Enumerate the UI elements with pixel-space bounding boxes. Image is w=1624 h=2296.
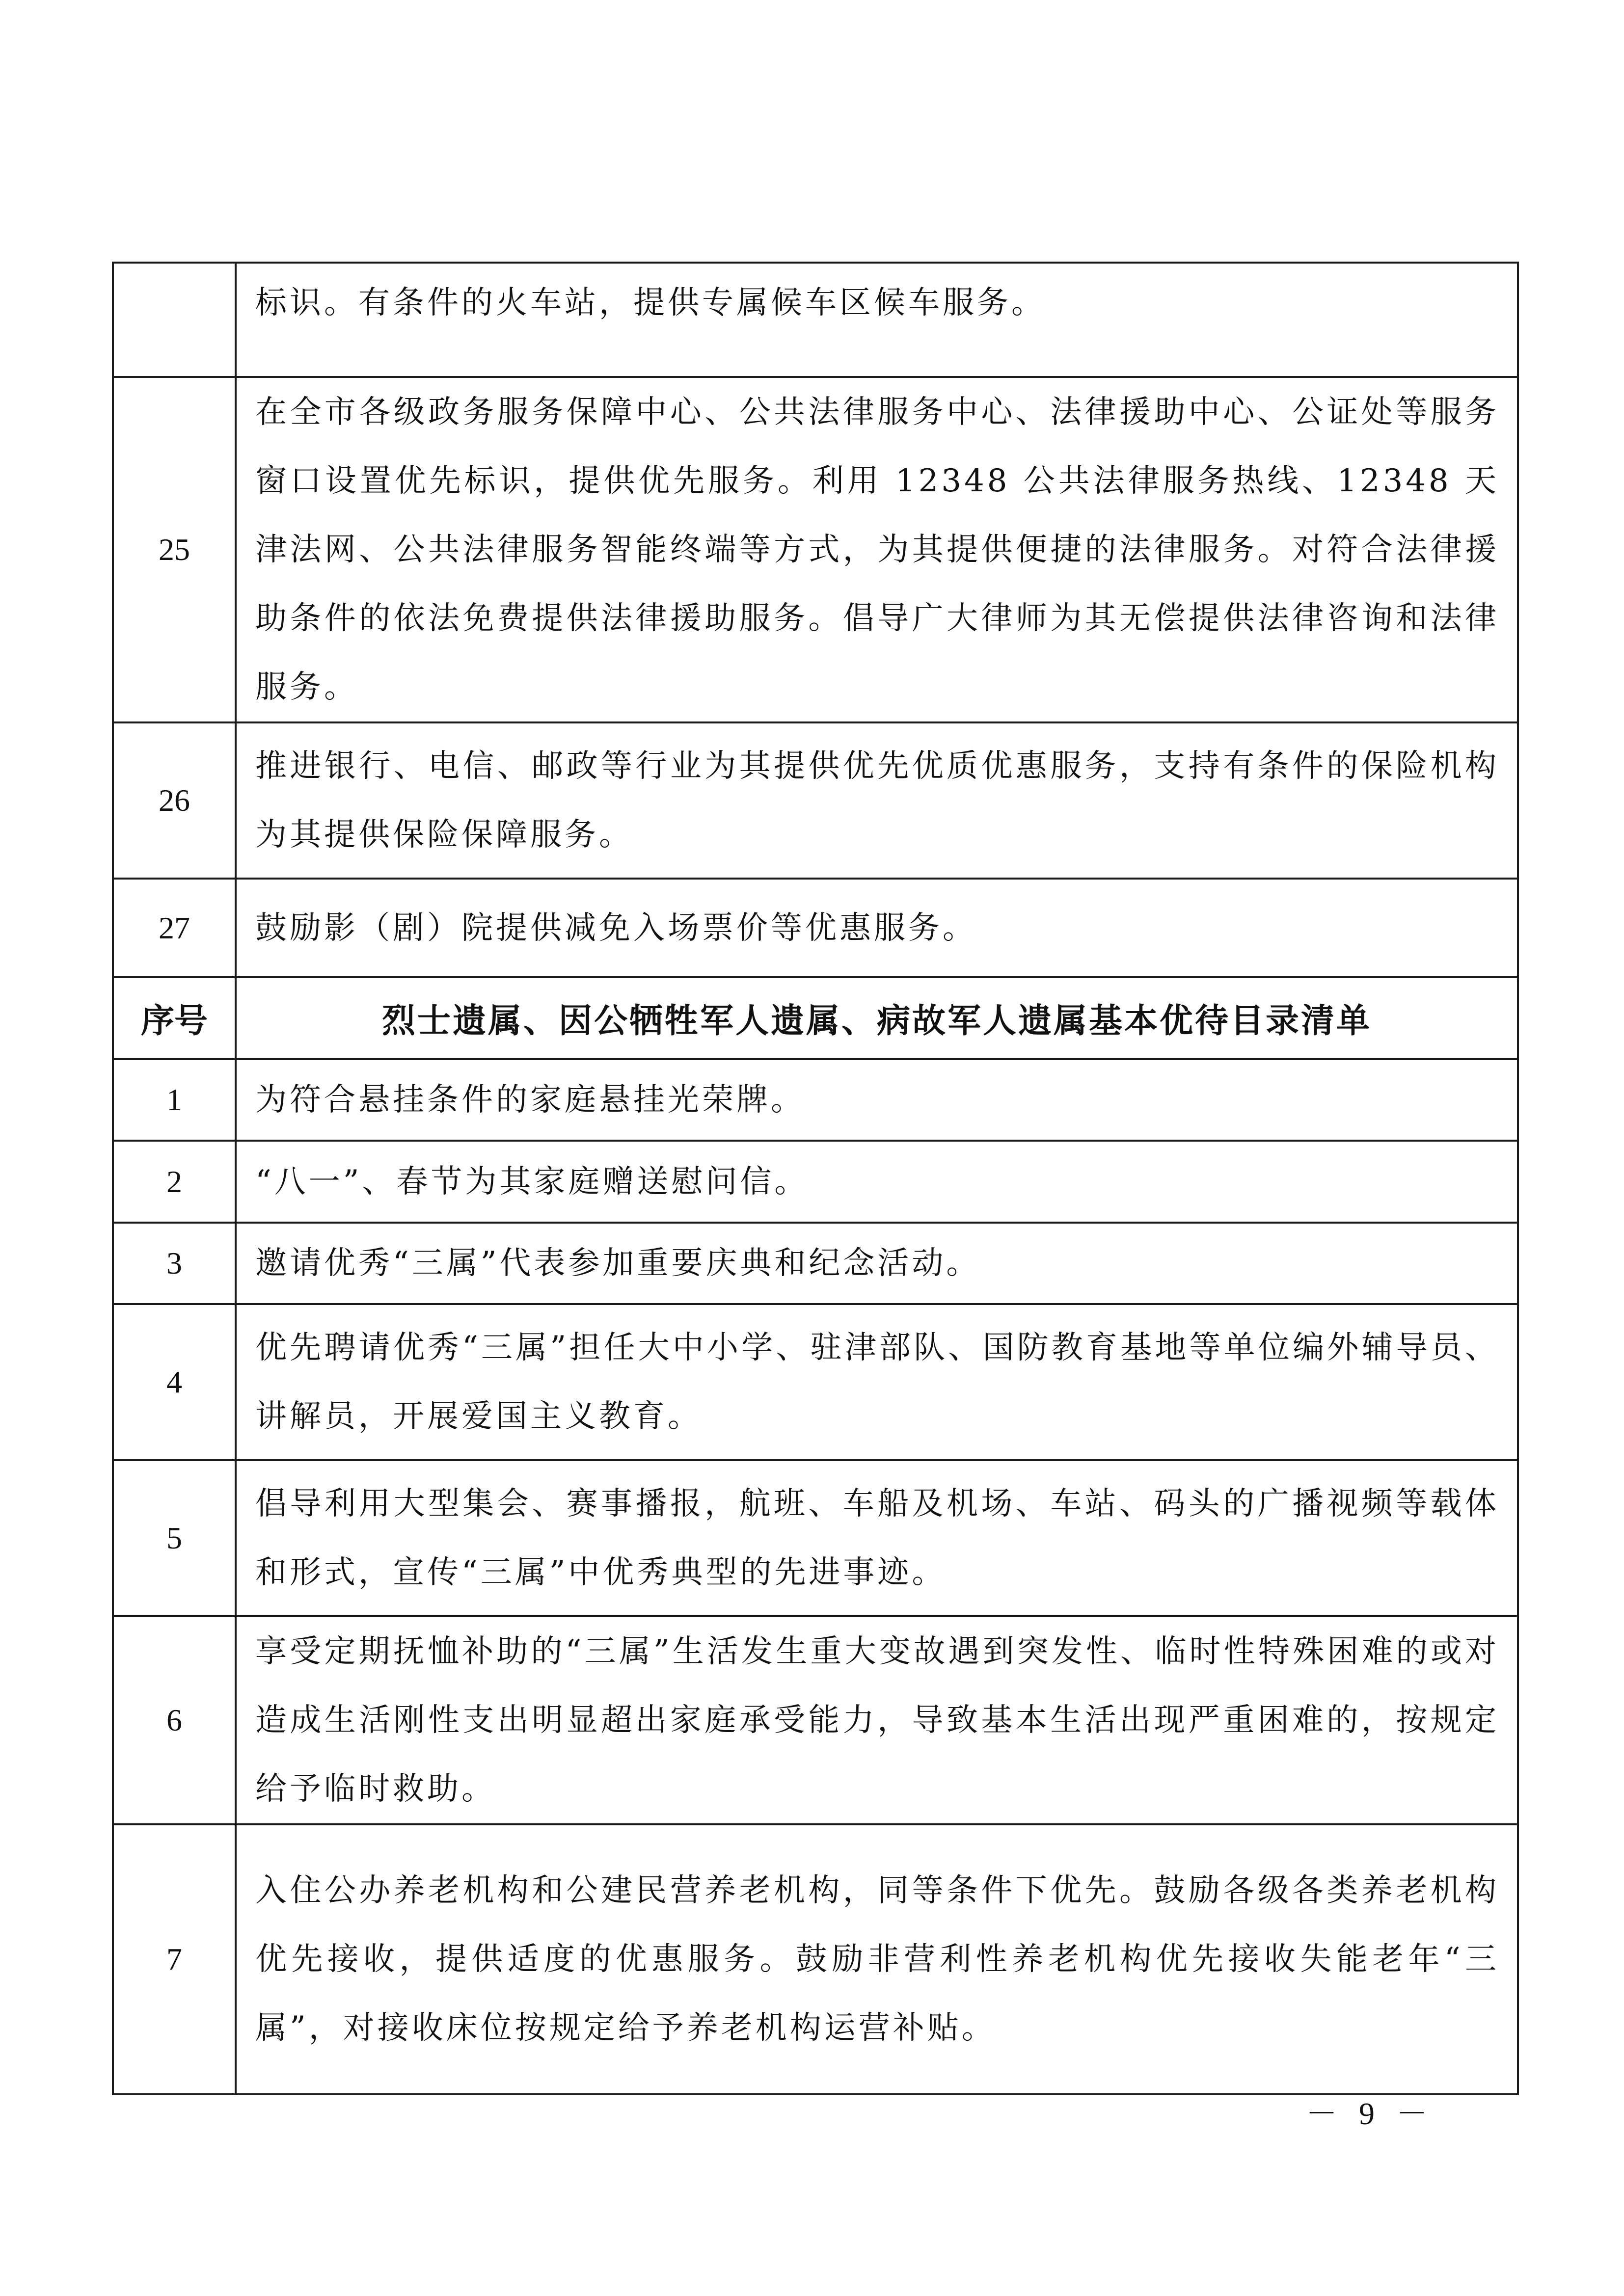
page-number: － 9 －: [1306, 2096, 1435, 2131]
table-row: [113, 1304, 1518, 1460]
table-row: [113, 1223, 1518, 1304]
row-text: 入住公办养老机构和公建民营养老机构，同等条件下优先。鼓励各级各类养老机构优先接收，提供适度的优惠服务。鼓励非营利性养老机构优先接收失能老年“三属”，对接收床位按规定给予养老机构运营补贴。: [236, 1824, 1518, 2094]
row-text: “八一”、春节为其家庭赠送慰问信。: [236, 1141, 1518, 1223]
table-row: [113, 1460, 1518, 1616]
section-title: 烈士遗属、因公牺牲军人遗属、病故军人遗属基本优待目录清单: [236, 977, 1518, 1059]
row-number: 6: [113, 1616, 236, 1824]
row-number: 2: [113, 1141, 236, 1223]
row-number: 1: [113, 1059, 236, 1141]
row-number: 27: [113, 879, 236, 977]
row-text: 倡导利用大型集会、赛事播报，航班、车船及机场、车站、码头的广播视频等载体和形式，宣传“三属”中优秀典型的先进事迹。: [236, 1460, 1518, 1616]
row-number: 3: [113, 1223, 236, 1304]
row-text: 为符合悬挂条件的家庭悬挂光荣牌。: [236, 1059, 1518, 1141]
row-text: 在全市各级政务服务保障中心、公共法律服务中心、法律援助中心、公证处等服务窗口设置优先标识，提供优先服务。利用 12348 公共法律服务热线、12348 天津法网、公共法律服务智能终端等方式，为其提供便捷的法律服务。对符合法律援助条件的依法免费提供法律援助服务。倡导广大律师为其无偿提供法律咨询和法律服务。: [236, 377, 1518, 722]
row-text: 享受定期抚恤补助的“三属”生活发生重大变故遇到突发性、临时性特殊困难的或对造成生活刚性支出明显超出家庭承受能力，导致基本生活出现严重困难的，按规定给予临时救助。: [236, 1616, 1518, 1824]
table-row: [113, 722, 1518, 879]
row-text: 邀请优秀“三属”代表参加重要庆典和纪念活动。: [236, 1223, 1518, 1304]
row-number: 5: [113, 1460, 236, 1616]
table-row: [113, 1616, 1518, 1824]
row-text: 鼓励影（剧）院提供减免入场票价等优惠服务。: [236, 879, 1518, 977]
table-row: [113, 377, 1518, 722]
row-text-cell: 标识。有条件的火车站，提供专属候车区候车服务。: [236, 263, 1518, 377]
table-section-header: [113, 977, 1518, 1059]
table-row: [113, 1141, 1518, 1223]
table-row-continuation: [113, 263, 1518, 377]
table-row: [113, 879, 1518, 977]
row-text: 推进银行、电信、邮政等行业为其提供优先优质优惠服务，支持有条件的保险机构为其提供保险保障服务。: [236, 722, 1518, 879]
table-row: [113, 1059, 1518, 1141]
row-number: 4: [113, 1304, 236, 1460]
row-number: 7: [113, 1824, 236, 2094]
table-row: [113, 1824, 1518, 2094]
header-number-label: 序号: [113, 977, 236, 1059]
row-text: 优先聘请优秀“三属”担任大中小学、驻津部队、国防教育基地等单位编外辅导员、讲解员，开展爱国主义教育。: [236, 1304, 1518, 1460]
benefits-table: [112, 262, 1519, 2095]
row-number-cell: [113, 263, 236, 377]
row-number: 25: [113, 377, 236, 722]
row-number: 26: [113, 722, 236, 879]
